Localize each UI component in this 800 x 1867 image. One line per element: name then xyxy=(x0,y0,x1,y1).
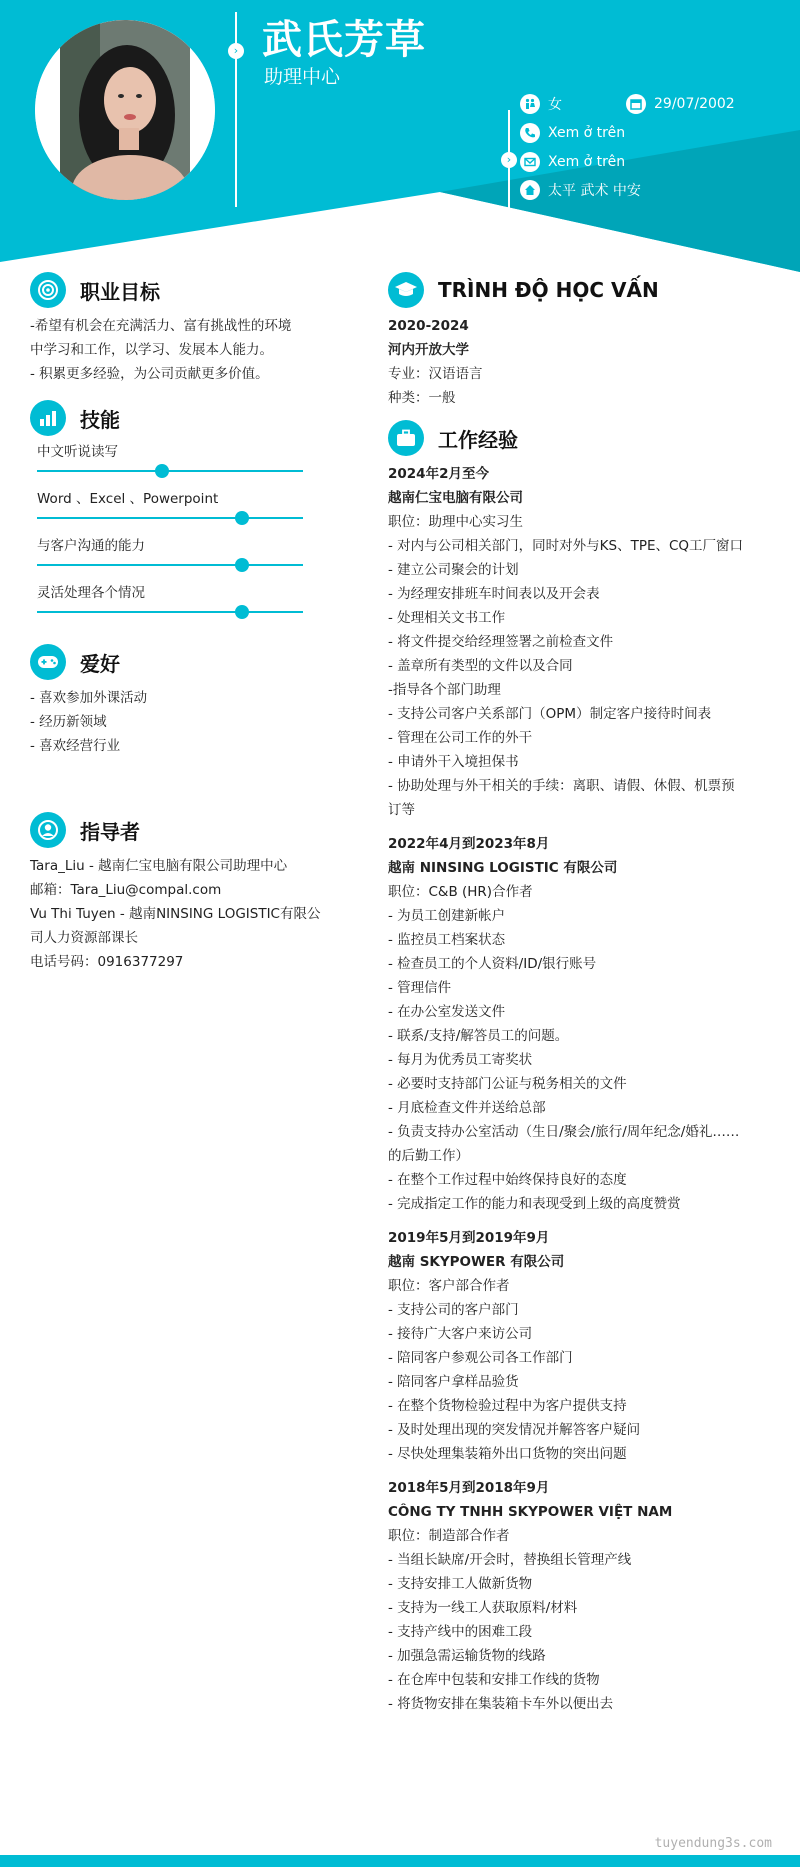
user-icon xyxy=(30,812,66,848)
job-duty-line: - 接待广大客户来访公司 xyxy=(388,1326,533,1342)
watermark: tuyendung3s.com xyxy=(654,1836,772,1851)
job-company: 越南仁宝电脑有限公司 xyxy=(388,490,523,506)
left-column xyxy=(30,270,330,974)
skills-list xyxy=(30,440,330,628)
job-duty-line: - 在仓库中包装和安排工作线的货物 xyxy=(388,1672,600,1688)
job-duty-line: - 当组长缺席/开会时，替换组长管理产线 xyxy=(388,1552,632,1568)
job-duty-line: - 支持为一线工人获取原料/材料 xyxy=(388,1600,578,1616)
job-duty-line: - 对内与公司相关部门，同时对外与KS、TPE、CQ工厂窗口 xyxy=(388,538,744,554)
hobby-line: - 经历新领域 xyxy=(30,714,107,730)
skill-level-marker xyxy=(235,605,249,619)
experience-title: 工作经验 xyxy=(438,427,518,452)
job-duty-line: - 盖章所有类型的文件以及合同 xyxy=(388,658,573,674)
job-duty-line: - 负责支持办公室活动（生日/聚会/旅行/周年纪念/婚礼…… xyxy=(388,1124,740,1140)
job-duty-line: - 监控员工档案状态 xyxy=(388,932,506,948)
header-divider xyxy=(235,12,237,207)
job-duty-line: - 及时处理出现的突发情况并解答客户疑问 xyxy=(388,1422,641,1438)
education-school: 河内开放大学 xyxy=(388,342,469,358)
objective-line: -希望有机会在充满活力、富有挑战性的环境 xyxy=(30,318,292,334)
graduation-cap-icon xyxy=(388,272,424,308)
job-company: CÔNG TY TNHH SKYPOWER VIỆT NAM xyxy=(388,1504,673,1520)
job-duty-line: - 检查员工的个人资料/ID/银行账号 xyxy=(388,956,597,972)
skill-track xyxy=(37,564,303,566)
hobbies-header xyxy=(30,642,330,682)
gender-value: 女 xyxy=(548,97,562,113)
education-header xyxy=(388,270,778,310)
job-duty-line: - 管理在公司工作的外干 xyxy=(388,730,533,746)
experience-list xyxy=(388,462,778,1716)
job-duty-line: - 支持公司客户关系部门（OPM）制定客户接待时间表 xyxy=(388,706,712,722)
phone-value: Xem ở trên xyxy=(548,125,626,141)
job-duty-line: 职位：C&B (HR)合作者 xyxy=(388,884,533,900)
job-duty-line: 职位：制造部合作者 xyxy=(388,1528,510,1544)
hobby-line: - 喜欢参加外课活动 xyxy=(30,690,148,706)
mentor-title: 指导者 xyxy=(80,819,140,844)
skill-label: 与客户沟通的能力 xyxy=(37,538,145,554)
job-entry xyxy=(388,832,778,1216)
job-duty-line: 职位：助理中心实习生 xyxy=(388,514,523,530)
candidate-name: 武氏芳草 xyxy=(262,17,426,63)
mentor-line: 电话号码：0916377297 xyxy=(30,954,184,970)
objective-title: 职业目标 xyxy=(80,279,160,304)
skill-track xyxy=(37,517,303,519)
job-duty-line: - 完成指定工作的能力和表现受到上级的高度赞赏 xyxy=(388,1196,681,1212)
skill-level-marker xyxy=(155,464,169,478)
job-duty-line: - 将货物安排在集装箱卡车外以便出去 xyxy=(388,1696,614,1712)
objective-line: - 积累更多经验，为公司贡献更多价值。 xyxy=(30,366,269,382)
job-period: 2024年2月至今 xyxy=(388,466,489,482)
mentor-header xyxy=(30,810,330,850)
footer-bar xyxy=(0,1855,800,1867)
skill-label: 灵活处理各个情况 xyxy=(37,585,145,601)
job-duty-line: - 在整个工作过程中始终保持良好的态度 xyxy=(388,1172,627,1188)
job-duty-line: - 申请外干入境担保书 xyxy=(388,754,519,770)
job-duty-line: - 必要时支持部门公证与税务相关的文件 xyxy=(388,1076,627,1092)
chevron-right-icon: › xyxy=(501,152,517,168)
job-duty-line: - 陪同客户拿样品验货 xyxy=(388,1374,519,1390)
job-duty-line: - 尽快处理集装箱外出口货物的突出问题 xyxy=(388,1446,627,1462)
experience-header xyxy=(388,418,778,458)
right-column xyxy=(388,270,778,1716)
skill-label: 中文听说读写 xyxy=(37,444,118,460)
job-duty-line: - 管理信件 xyxy=(388,980,452,996)
bar-chart-icon xyxy=(30,400,66,436)
birthdate-row xyxy=(626,94,735,114)
objective-line: 中学习和工作，以学习、发展本人能力。 xyxy=(30,342,273,358)
skill-item xyxy=(30,487,330,534)
email-value: Xem ở trên xyxy=(548,154,626,170)
job-period: 2018年5月到2018年9月 xyxy=(388,1480,550,1496)
skill-level-marker xyxy=(235,558,249,572)
job-duty-line: - 建立公司聚会的计划 xyxy=(388,562,519,578)
phone-row xyxy=(520,123,625,143)
briefcase-icon xyxy=(388,420,424,456)
job-entry xyxy=(388,462,778,822)
mentor-text xyxy=(30,854,330,974)
education-period: 2020-2024 xyxy=(388,318,469,334)
skills-header xyxy=(30,398,330,438)
job-period: 2022年4月到2023年8月 xyxy=(388,836,550,852)
job-duty-line: - 为员工创建新帐户 xyxy=(388,908,506,924)
job-duty-line: - 月底检查文件并送给总部 xyxy=(388,1100,546,1116)
address-row xyxy=(520,180,641,200)
job-duty-line: - 在办公室发送文件 xyxy=(388,1004,506,1020)
mentor-line: 司人力资源部课长 xyxy=(30,930,138,946)
chevron-right-icon: › xyxy=(228,43,244,59)
job-duty-line: - 将文件提交给经理签署之前检查文件 xyxy=(388,634,614,650)
job-duty-line: - 处理相关文书工作 xyxy=(388,610,506,626)
education-major: 专业：汉语语言 xyxy=(388,366,483,382)
gender-icon xyxy=(520,94,540,114)
objective-text xyxy=(30,314,330,386)
target-icon xyxy=(30,272,66,308)
job-duty-line: - 协助处理与外干相关的手续：离职、请假、休假、机票预 xyxy=(388,778,735,794)
calendar-icon xyxy=(626,94,646,114)
avatar xyxy=(35,20,215,200)
job-duty-line: - 每月为优秀员工寄奖状 xyxy=(388,1052,533,1068)
gender-row xyxy=(520,94,562,114)
job-duty-line: - 加强急需运输货物的线路 xyxy=(388,1648,546,1664)
job-duty-line: 职位：客户部合作者 xyxy=(388,1278,510,1294)
birthdate-value: 29/07/2002 xyxy=(654,96,735,112)
education-text xyxy=(388,314,778,410)
mail-icon xyxy=(520,152,540,172)
job-company: 越南 NINSING LOGISTIC 有限公司 xyxy=(388,860,618,876)
home-icon xyxy=(520,180,540,200)
skill-track xyxy=(37,611,303,613)
skill-label: Word 、Excel 、Powerpoint xyxy=(37,491,219,507)
job-duty-line: - 陪同客户参观公司各工作部门 xyxy=(388,1350,573,1366)
job-duty-line: - 为经理安排班车时间表以及开会表 xyxy=(388,586,600,602)
mentor-line: Tara_Liu - 越南仁宝电脑有限公司助理中心 xyxy=(30,858,288,874)
objective-header xyxy=(30,270,330,310)
job-period: 2019年5月到2019年9月 xyxy=(388,1230,550,1246)
job-entry xyxy=(388,1476,778,1716)
skill-item xyxy=(30,581,330,628)
hobby-line: - 喜欢经营行业 xyxy=(30,738,121,754)
education-title: TRÌNH ĐỘ HỌC VẤN xyxy=(438,278,659,302)
job-duty-line: 的后勤工作） xyxy=(388,1148,469,1164)
job-duty-line: - 联系/支持/解答员工的问题。 xyxy=(388,1028,569,1044)
job-duty-line: - 支持公司的客户部门 xyxy=(388,1302,519,1318)
skills-title: 技能 xyxy=(80,407,120,432)
mentor-line: 邮箱：Tara_Liu@compal.com xyxy=(30,882,222,898)
skill-level-marker xyxy=(235,511,249,525)
job-entry xyxy=(388,1226,778,1466)
hobbies-text xyxy=(30,686,330,758)
job-duty-line: -指导各个部门助理 xyxy=(388,682,501,698)
candidate-role: 助理中心 xyxy=(264,66,341,88)
job-duty-line: - 支持安排工人做新货物 xyxy=(388,1576,533,1592)
skill-item xyxy=(30,440,330,487)
phone-icon xyxy=(520,123,540,143)
skill-track xyxy=(37,470,303,472)
hobbies-title: 爱好 xyxy=(80,651,120,676)
job-duty-line: - 支持产线中的困难工段 xyxy=(388,1624,533,1640)
job-duty-line: 订等 xyxy=(388,802,415,818)
job-company: 越南 SKYPOWER 有限公司 xyxy=(388,1254,565,1270)
job-duty-line: - 在整个货物检验过程中为客户提供支持 xyxy=(388,1398,627,1414)
mentor-line: Vu Thi Tuyen - 越南NINSING LOGISTIC有限公 xyxy=(30,906,321,922)
gamepad-icon xyxy=(30,644,66,680)
education-grade: 种类：一般 xyxy=(388,390,456,406)
skill-item xyxy=(30,534,330,581)
address-value: 太平 武术 中安 xyxy=(548,183,641,199)
email-row xyxy=(520,152,625,172)
